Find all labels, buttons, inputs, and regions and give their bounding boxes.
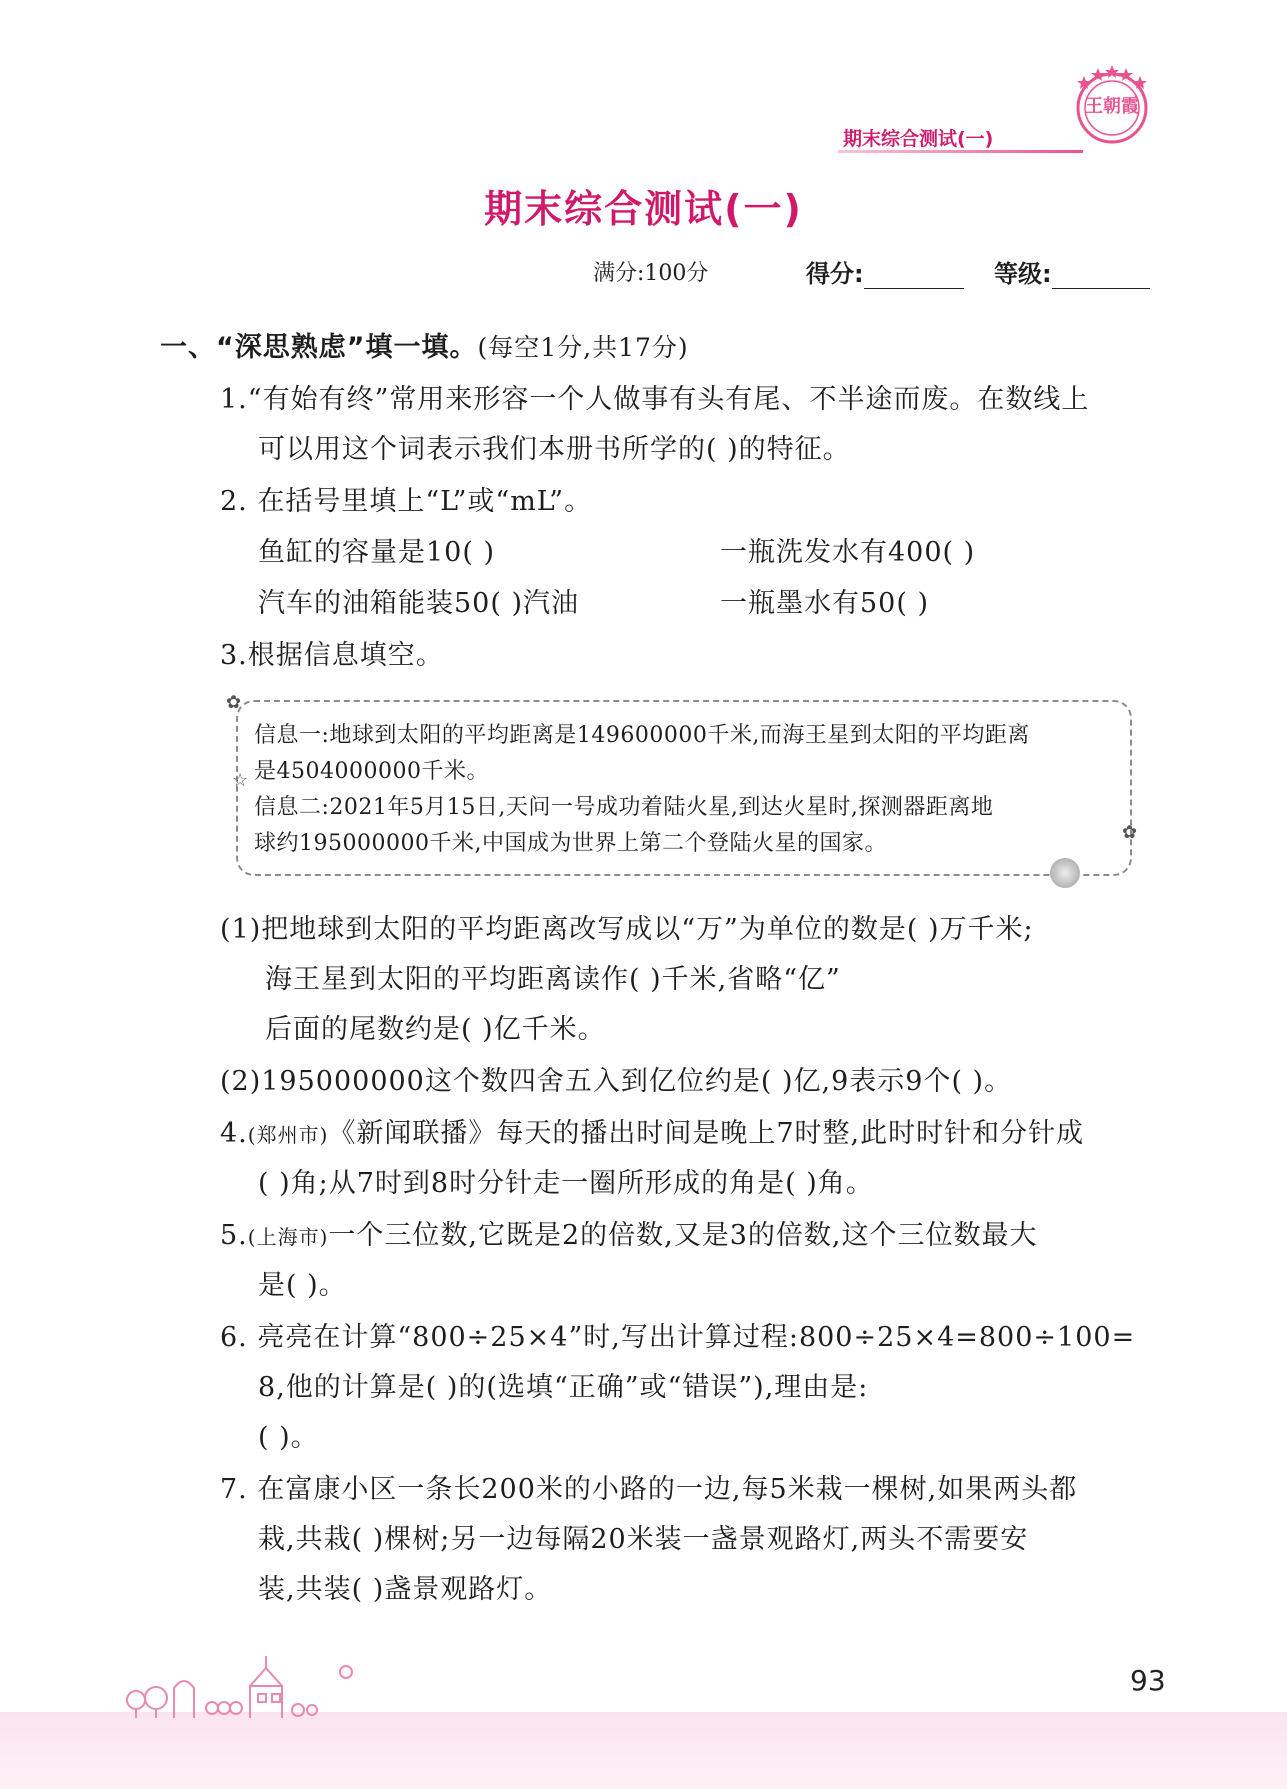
info1-line2: 是4504000000千米。 [254,759,489,784]
score-label: 得分: [806,260,864,288]
q3-p1-line1: (1)把地球到太阳的平均距离改写成以“万”为单位的数是( )万千米; [220,914,1034,945]
info-box-deco-left: ✿ [226,692,242,713]
q2-line1: 2. 在括号里填上“L”或“mL”。 [220,486,593,517]
q1-line2: 可以用这个词表示我们本册书所学的( )的特征。 [258,434,851,465]
page-title: 期末综合测试(一) [484,187,803,231]
q3-p1-line2: 海王星到太阳的平均距离读作( )千米,省略“亿” [265,964,841,995]
q4-line2: ( )角;从7时到8时分针走一圈所形成的角是( )角。 [258,1168,874,1199]
info2-line1: 信息二:2021年5月15日,天问一号成功着陆火星,到达火星时,探测器距离地 [254,795,994,820]
q2-item-c: 汽车的油箱能装50( )汽油 [258,588,580,619]
info2-line2: 球约195000000千米,中国成为世界上第二个登陆火星的国家。 [254,831,887,856]
info-box-deco-right: ✿ [1122,822,1138,843]
q4-line1: 4.(郑州市)《新闻联播》每天的播出时间是晚上7时整,此时时针和分针成 [220,1118,1085,1149]
score-field [806,254,964,289]
q7-line1: 7. 在富康小区一条长200米的小路的一边,每5米栽一棵树,如果两头都 [220,1474,1078,1505]
logo-text: 王朝霞 [1085,96,1139,117]
footer-illustration [122,1650,382,1720]
q3-line1: 3.根据信息填空。 [220,640,444,671]
info-box-deco-star: ☆ [232,770,249,791]
q6-line2: 8,他的计算是( )的(选填“正确”或“错误”),理由是: [258,1372,869,1403]
score-blank[interactable] [864,262,964,289]
q7-line2: 栽,共栽( )棵树;另一边每隔20米装一盏景观路灯,两头不需要安 [258,1524,1029,1555]
q5-line2: 是( )。 [258,1270,347,1301]
q3-p2: (2)195000000这个数四舍五入到亿位约是( )亿,9表示9个( )。 [220,1066,1013,1097]
q2-item-b: 一瓶洗发水有400( ) [720,537,976,568]
grade-label: 等级: [994,260,1052,288]
q2-item-a: 鱼缸的容量是10( ) [258,537,496,568]
q6-line1: 6. 亮亮在计算“800÷25×4”时,写出计算过程:800÷25×4=800÷100= [220,1322,1136,1353]
grade-field [994,254,1150,289]
info-box-deco-circle [1050,858,1080,888]
grade-blank[interactable] [1052,262,1150,289]
running-title-underline [838,150,1083,153]
page-number: 93 [1130,1664,1166,1697]
q5-line1: 5.(上海市)一个三位数,它既是2的倍数,又是3的倍数,这个三位数最大 [220,1220,1038,1251]
q1-line1: 1.“有始有终”常用来形容一个人做事有头有尾、不半途而废。在数线上 [220,384,1090,415]
q2-item-d: 一瓶墨水有50( ) [720,588,930,619]
info1-line1: 信息一:地球到太阳的平均距离是149600000千米,而海王星到太阳的平均距离 [254,723,1030,748]
q7-line3: 装,共装( )盏景观路灯。 [258,1574,553,1605]
full-marks: 满分:100分 [593,261,709,286]
score-line [593,256,708,287]
logo-badge [1070,62,1154,146]
q3-p1-line3: 后面的尾数约是( )亿千米。 [265,1014,606,1045]
running-title: 期末综合测试(一) [843,128,994,150]
q6-line3: ( )。 [258,1422,319,1453]
section-heading: 一、“深思熟虑”填一填。(每空1分,共17分) [160,332,689,363]
bottom-band [0,1712,1287,1789]
